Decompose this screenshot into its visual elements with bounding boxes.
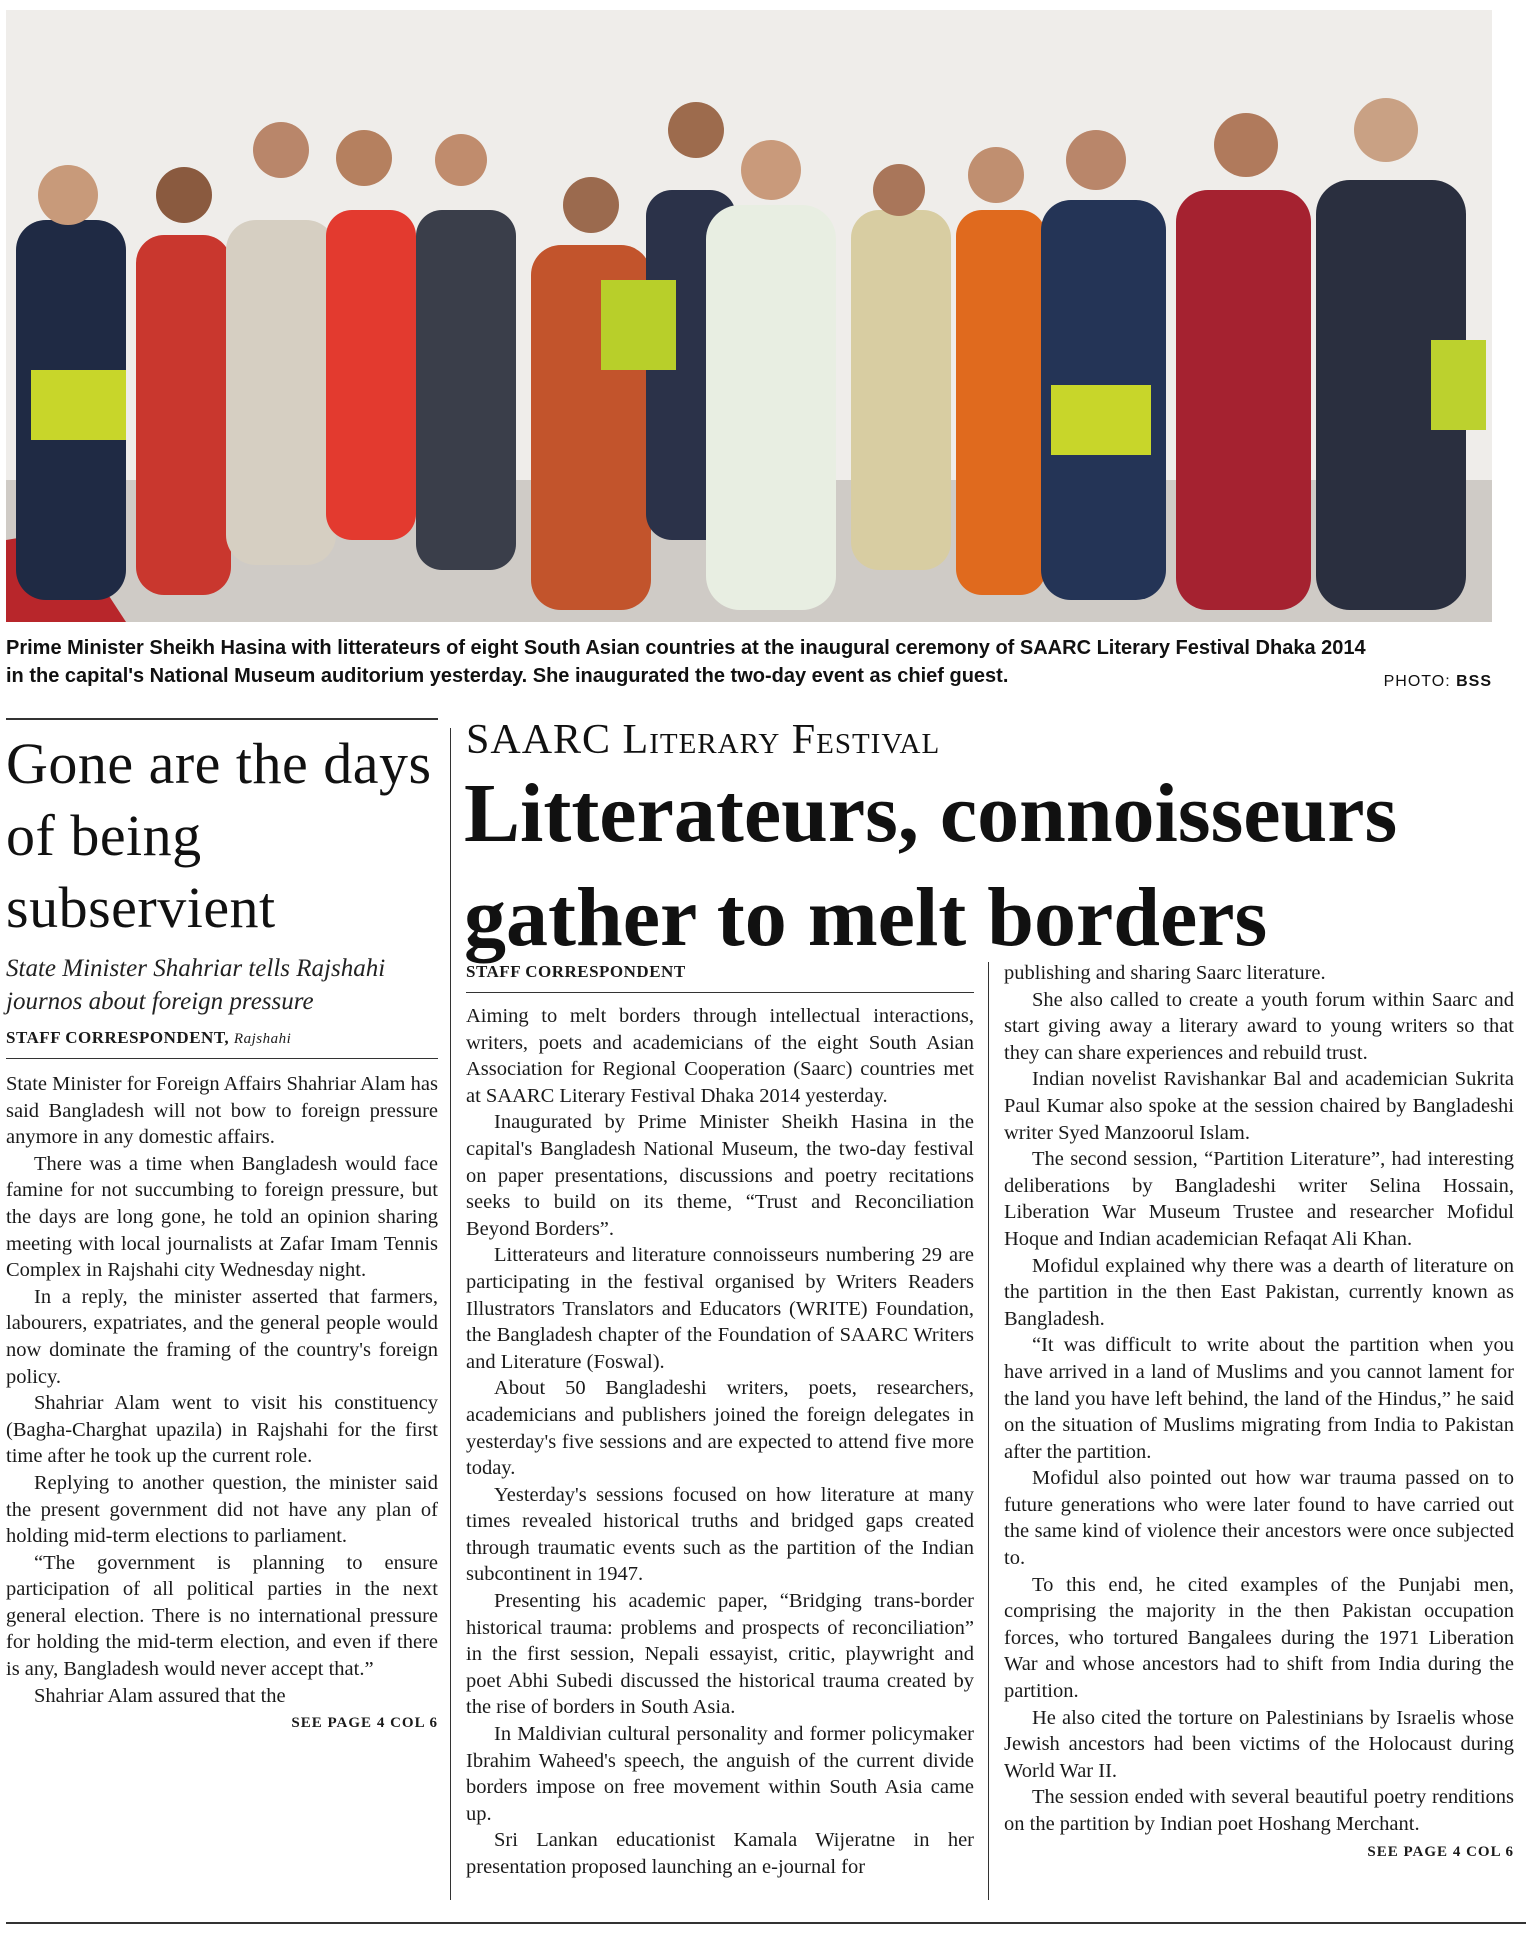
- main-story-paragraph: Inaugurated by Prime Minister Sheikh Hasina in the capital's Bangladesh National Museum, the two-day festival on paper presentations, discussions and poetry recitations seeks to build on its theme, “Trust and Reconciliation Beyond Borders”.: [466, 1111, 974, 1240]
- photo-credit-label: PHOTO:: [1383, 673, 1451, 690]
- side-story-byline-location: Rajshahi: [233, 1031, 292, 1047]
- side-story-headline: Gone are the days of being subservient: [6, 731, 432, 940]
- main-story-paragraph: She also called to create a youth forum within Saarc and start giving away a literary award to young writers so that they can share experiences and rebuild trust.: [1004, 988, 1514, 1064]
- main-story-column-1-body: [466, 1003, 974, 1881]
- main-story-paragraph: To this end, he cited examples of the Punjabi men, comprising the majority in the then Pakistan occupation forces, who tortured Bangalees during the 1971 Liberation War and whose ancestors had to shift from India during the partition.: [1004, 1573, 1514, 1703]
- main-story-paragraph: Litterateurs and literature connoisseurs numbering 29 are participating in the festival organised by Writers Readers Illustrators Translators and Educators (WRITE) Foundation, the Bangladesh chapter of the Foundation of SAARC Writers and Literature (Foswal).: [466, 1244, 974, 1373]
- side-story-paragraph: There was a time when Bangladesh would face famine for not succumbing to foreign pressure, but the days are long gone, he told an opinion sharing meeting with local journalists at Zafar Imam Tennis Complex in Rajshahi city Wednesday night.: [6, 1152, 438, 1282]
- side-story: [6, 728, 438, 1908]
- side-story-paragraph: Shahriar Alam went to visit his constituency (Bagha-Charghat upazila) in Rajshahi for the first time after he took up the current role.: [6, 1392, 438, 1468]
- main-story-paragraph: Sri Lankan educationist Kamala Wijeratne in her presentation proposed launching an e-journal for: [466, 1829, 974, 1878]
- column-divider-left: [450, 728, 451, 1900]
- side-story-paragraph: State Minister for Foreign Affairs Shahriar Alam has said Bangladesh will not bow to foreign pressure anymore in any domestic affairs.: [6, 1073, 438, 1149]
- main-story-headline: Litterateurs, connoisseurs gather to melt borders: [464, 767, 1398, 964]
- side-story-byline-rule: [6, 1058, 438, 1059]
- main-story-continued: SEE PAGE 4 COL 6: [1367, 1843, 1514, 1860]
- side-story-byline-name: STAFF CORRESPONDENT,: [6, 1028, 230, 1047]
- side-story-top-rule: [6, 718, 438, 720]
- photo-credit: [1384, 673, 1492, 691]
- page-bottom-rule: [6, 1922, 1526, 1924]
- side-story-deck: State Minister Shahriar tells Rajshahi journos about foreign pressure: [6, 955, 386, 1015]
- main-story-paragraph: He also cited the torture on Palestinians by Israelis whose Jewish ancestors had been victims of the Holocaust during World War II.: [1004, 1706, 1514, 1782]
- main-story-paragraph: Mofidul also pointed out how war trauma passed on to future generations who were later found to have carried out the same kind of violence their ancestors were once subjected to.: [1004, 1467, 1514, 1570]
- photo-caption-line1: Prime Minister Sheikh Hasina with litterateurs of eight South Asian countries at the inaugural ceremony of SAARC Literary Festival Dhaka 2014: [6, 637, 1366, 659]
- side-story-body: [6, 1071, 438, 1709]
- column-divider-right: [988, 962, 989, 1900]
- main-story-column-1: [466, 962, 974, 1881]
- main-story-byline-rule: [466, 992, 974, 993]
- photo-caption-line2: in the capital's National Museum auditorium yesterday. She inaugurated the two-day event as chief guest.: [6, 665, 1009, 687]
- side-story-paragraph: Replying to another question, the minister said the present government did not have any plan of holding mid-term elections to parliament.: [6, 1471, 438, 1548]
- side-story-paragraph: Shahriar Alam assured that the: [34, 1684, 286, 1707]
- side-story-paragraph: “The government is planning to ensure participation of all political parties in the next general election. There is no international pressure for holding the mid-term election, and even if there is any, Bangladesh would never accept that.”: [6, 1551, 438, 1681]
- side-story-paragraph: In a reply, the minister asserted that farmers, labourers, expatriates, and the general people would now dominate the framing of the country's foreign policy.: [6, 1285, 438, 1388]
- main-story-paragraph: In Maldivian cultural personality and former policymaker Ibrahim Waheed's speech, the anguish of the current divide borders impose on free movement within South Asia came up.: [466, 1723, 974, 1825]
- main-story-column-2-body: [1004, 960, 1514, 1838]
- group-photo: [6, 10, 1492, 622]
- main-story-paragraph: Indian novelist Ravishankar Bal and academician Sukrita Paul Kumar also spoke at the session chaired by Bangladeshi writer Syed Manzoorul Islam.: [1004, 1068, 1514, 1144]
- photo-credit-source: BSS: [1456, 673, 1492, 690]
- main-story-paragraph: publishing and sharing Saarc literature.: [1004, 962, 1326, 984]
- main-story-paragraph: About 50 Bangladeshi writers, poets, researchers, academicians and publishers joined the foreign delegates in yesterday's five sessions and are expected to attend five more today.: [466, 1377, 974, 1480]
- main-story-byline: STAFF CORRESPONDENT: [466, 962, 686, 981]
- main-story-paragraph: Yesterday's sessions focused on how literature at many times revealed historical truths and bridged gaps created through traumatic events such as the partition of the Indian subcontinent in 1947.: [466, 1483, 974, 1586]
- main-story-paragraph: Mofidul explained why there was a dearth of literature on the partition in the then East Pakistan, currently known as Bangladesh.: [1004, 1254, 1514, 1330]
- main-story-paragraph: The session ended with several beautiful poetry renditions on the partition by Indian poet Hoshang Merchant.: [1004, 1786, 1514, 1835]
- main-story-kicker: SAARC Literary Festival: [466, 717, 941, 763]
- main-story-paragraph: Presenting his academic paper, “Bridging trans-border historical trauma: problems and prospects of reconciliation” in the first session, Nepali essayist, critic, playwright and poet Abhi Subedi discussed the historical trauma created by the rise of borders in South Asia.: [466, 1590, 974, 1719]
- group-photo-illustration: [6, 10, 1492, 622]
- main-story-paragraph: Aiming to melt borders through intellectual interactions, writers, poets and academicians of the eight South Asian Association for Regional Cooperation (Saarc) countries met at SAARC Literary Festival Dhaka 2014 yesterday.: [466, 1005, 974, 1107]
- side-story-continued: SEE PAGE 4 COL 6: [291, 1715, 438, 1732]
- main-story-paragraph: The second session, “Partition Literature”, had interesting deliberations by Bangladeshi writer Selina Hossain, Liberation War Museum Trustee and researcher Mofidul Hoque and Indian academician Refaqat Ali Khan.: [1004, 1148, 1514, 1250]
- main-story-paragraph: “It was difficult to write about the partition when you have arrived in a land of Muslims and you cannot lament for the land you have left behind, the land of the Hindus,” he said on the situation of Muslims migrating from India to Pakistan after the partition.: [1004, 1334, 1514, 1463]
- photo-caption: [6, 634, 1492, 690]
- side-story-byline: [6, 1028, 438, 1048]
- main-story-column-2: [1004, 960, 1514, 1861]
